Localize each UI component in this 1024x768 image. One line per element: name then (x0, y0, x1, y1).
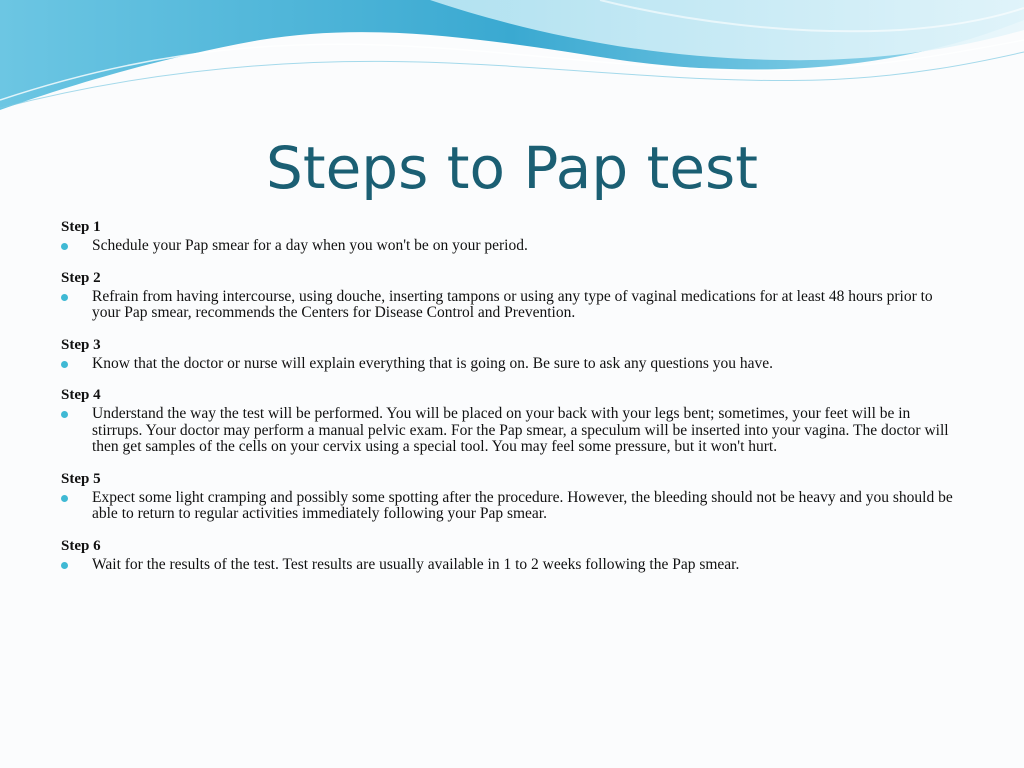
bullet-dot-icon (61, 243, 68, 250)
bullet-item (61, 289, 961, 322)
bullet-dot-icon (61, 562, 68, 569)
step-4 (61, 384, 961, 456)
step-6 (61, 535, 961, 574)
bullet-item (61, 490, 961, 523)
slide-title: Steps to Pap test (266, 134, 758, 202)
header-wave-decoration (0, 0, 1024, 120)
bullet-dot-icon (61, 361, 68, 368)
bullet-text: Expect some light cramping and possibly some spotting after the procedure. However, the bleeding should not be heavy and you should be able to return to regular activities immediately following your Pap smear. (92, 488, 953, 522)
step-heading: Step 5 (61, 470, 101, 487)
step-1 (61, 216, 961, 255)
step-2 (61, 267, 961, 322)
bullet-item (61, 238, 961, 255)
step-heading: Step 2 (61, 269, 101, 286)
bullet-text: Understand the way the test will be performed. You will be placed on your back with your legs bent; sometimes, your feet will be in stirrups. Your doctor may perform a manual pelvic exam. For the Pap smear, a speculum will be inserted into your vagina. The doctor will then get samples of the cells on your cervix using a special tool. You may feel some pressure, but it won't hurt. (92, 405, 949, 455)
bullet-dot-icon (61, 294, 68, 301)
step-5 (61, 468, 961, 523)
bullet-dot-icon (61, 411, 68, 418)
bullet-item (61, 406, 961, 456)
step-3 (61, 334, 961, 373)
step-heading: Step 6 (61, 537, 101, 554)
bullet-text: Wait for the results of the test. Test results are usually available in 1 to 2 weeks following the Pap smear. (92, 555, 740, 573)
bullet-text: Refrain from having intercourse, using douche, inserting tampons or using any type of vaginal medications for at least 48 hours prior to your Pap smear, recommends the Centers for Disease Control and Prevention. (92, 287, 933, 321)
bullet-item (61, 557, 961, 574)
bullet-dot-icon (61, 495, 68, 502)
bullet-item (61, 356, 961, 373)
bullet-text: Know that the doctor or nurse will explain everything that is going on. Be sure to ask any questions you have. (92, 354, 774, 372)
bullet-text: Schedule your Pap smear for a day when you won't be on your period. (92, 237, 528, 254)
steps-list (61, 216, 961, 585)
step-heading: Step 1 (61, 219, 101, 235)
step-heading: Step 3 (61, 336, 101, 353)
step-heading: Step 4 (61, 387, 101, 403)
